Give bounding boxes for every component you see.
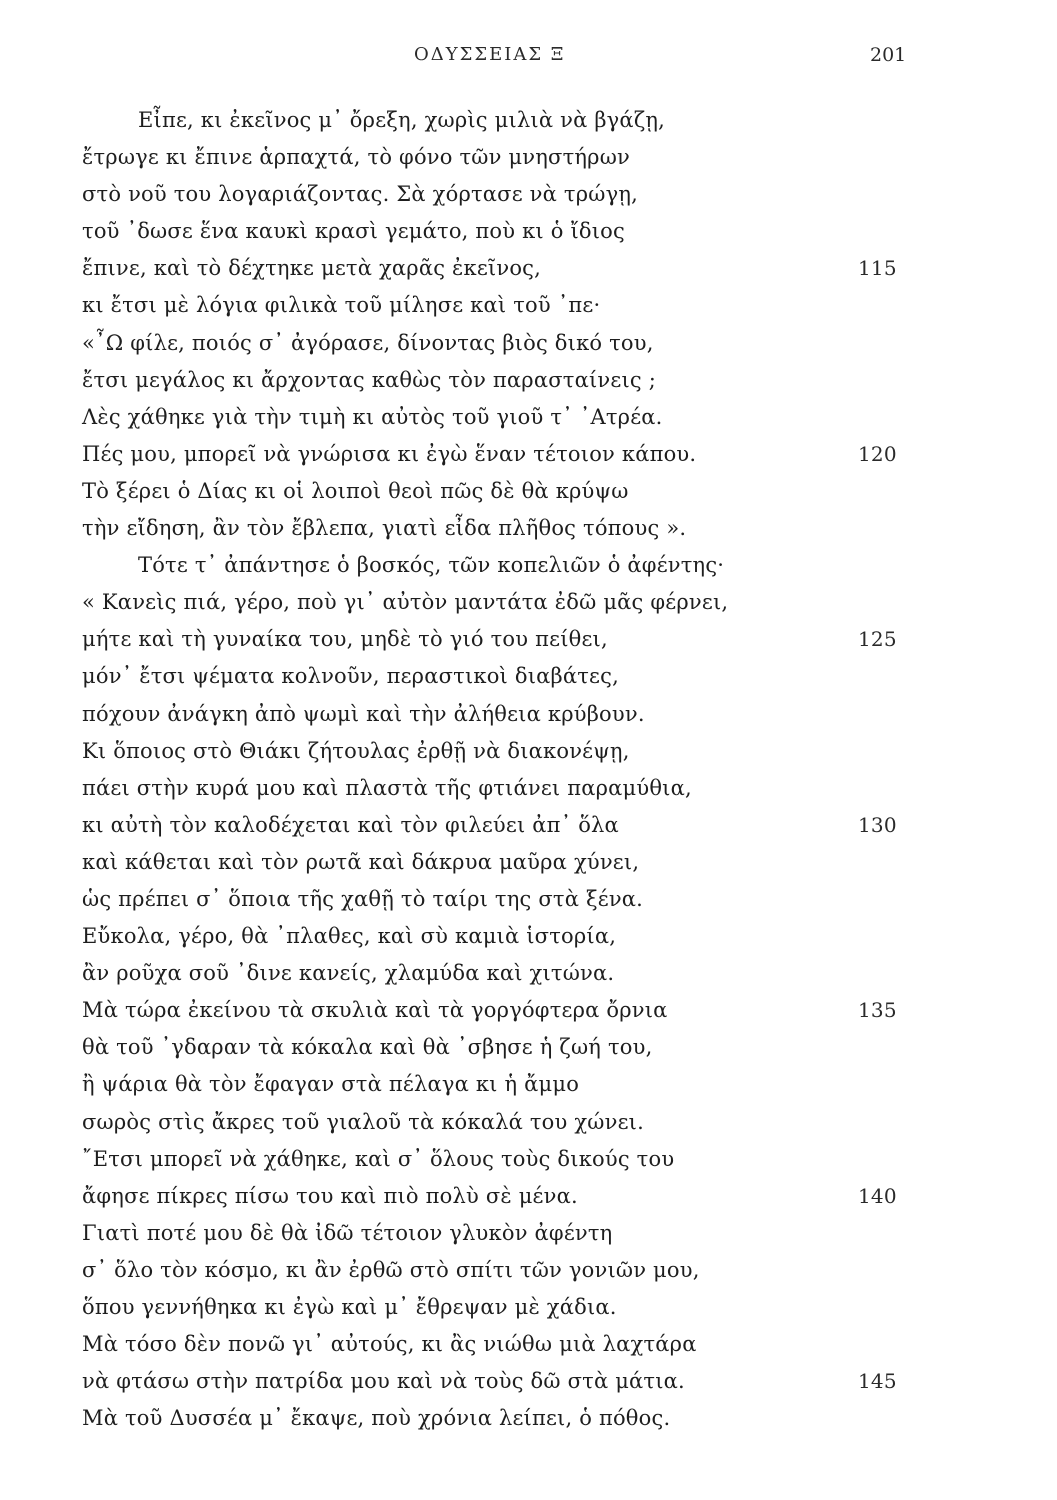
verse-text: τὴν εἴδηση, ἂν τὸν ἔβλεπα, γιατὶ εἶδα πλῆθος τόπους ». (82, 516, 687, 541)
line-number: 140 (858, 1183, 897, 1208)
verse-line (82, 1215, 942, 1252)
verse-text: ἂν ροῦχα σοῦ ᾽δινε κανείς, χλαμύδα καὶ χιτώνα. (82, 961, 615, 986)
verse-text: Τότε τ᾽ ἀπάντησε ὁ βοσκός, τῶν κοπελιῶν ὁ ἀφέντης· (138, 553, 725, 578)
verse-line (82, 696, 942, 733)
verse-line (82, 844, 942, 881)
verse-text: πάει στὴν κυρά μου καὶ πλαστὰ τῆς φτιάνει παραμύθια, (82, 775, 692, 800)
verse-line (82, 992, 942, 1029)
running-head (0, 44, 1057, 74)
verse-text: Μὰ τώρα ἐκείνου τὰ σκυλιὰ καὶ τὰ γοργόφτερα ὄρνια (82, 998, 668, 1023)
verse-text: σωρὸς στὶς ἄκρες τοῦ γιαλοῦ τὰ κόκαλά του χώνει. (82, 1109, 644, 1134)
verse-text: μήτε καὶ τὴ γυναίκα του, μηδὲ τὸ γιό του πείθει, (82, 627, 608, 652)
verse-line (82, 1289, 942, 1326)
verse-text: νὰ φτάσω στὴν πατρίδα μου καὶ νὰ τοὺς δῶ στὰ μάτια. (82, 1369, 685, 1394)
line-number: 145 (858, 1369, 897, 1394)
verse-line (82, 807, 942, 844)
verse-text: Τὸ ξέρει ὁ Δίας κι οἱ λοιποὶ θεοὶ πῶς δὲ θὰ κρύψω (82, 478, 629, 503)
page-number: 201 (870, 44, 907, 66)
verse-text: σ᾽ ὅλο τὸν κόσμο, κι ἂν ἐρθῶ στὸ σπίτι τῶν γονιῶν μου, (82, 1257, 700, 1282)
line-number: 115 (858, 256, 897, 281)
verse-line (82, 139, 942, 176)
verse-line (82, 102, 942, 139)
verse-text: Λὲς χάθηκε γιὰ τὴν τιμὴ κι αὐτὸς τοῦ γιοῦ τ᾽ ᾽Ατρέα. (82, 404, 663, 429)
verse-line (82, 621, 942, 658)
verse-text: τοῦ ᾽δωσε ἕνα καυκὶ κρασὶ γεμάτο, ποὺ κι ὁ ἴδιος (82, 219, 625, 244)
verse-line (82, 584, 942, 621)
verse-line (82, 881, 942, 918)
verse-text: Μὰ τοῦ Δυσσέα μ᾽ ἔκαψε, ποὺ χρόνια λείπει, ὁ πόθος. (82, 1406, 671, 1431)
verse-text: ὅπου γεννήθηκα κι ἐγὼ καὶ μ᾽ ἔθρεψαν μὲ χάδια. (82, 1295, 617, 1319)
line-number: 130 (858, 812, 897, 837)
verse-text: στὸ νοῦ του λογαριάζοντας. Σὰ χόρτασε νὰ τρώγῃ, (82, 182, 638, 207)
verse-text: Εὔκολα, γέρο, θὰ ᾽πλαθες, καὶ σὺ καμιὰ ἱστορία, (82, 924, 617, 949)
line-number: 135 (858, 998, 897, 1023)
verse-line (82, 1178, 942, 1215)
line-number: 120 (858, 441, 897, 466)
verse-line (82, 770, 942, 807)
verse-text: ὡς πρέπει σ᾽ ὅποια τῆς χαθῇ τὸ ταίρι της στὰ ξένα. (82, 886, 644, 911)
verse-text: Εἶπε, κι ἐκεῖνος μ᾽ ὄρεξη, χωρὶς μιλιὰ νὰ βγάζῃ, (138, 108, 666, 132)
verse-text: κι ἔτσι μὲ λόγια φιλικὰ τοῦ μίλησε καὶ τοῦ ᾽πε· (82, 293, 601, 318)
verse-text: κι αὐτὴ τὸν καλοδέχεται καὶ τὸν φιλεύει ἀπ᾽ ὅλα (82, 812, 619, 837)
verse-line (82, 1326, 942, 1363)
verse-line (82, 473, 942, 510)
verse-text: ἔτσι μεγάλος κι ἄρχοντας καθὼς τὸν παρασταίνεις ; (82, 367, 656, 392)
verse-text: θὰ τοῦ ᾽γδαραν τὰ κόκαλα καὶ θὰ ᾽σβησε ἡ ζωή του, (82, 1035, 653, 1060)
verse-line (82, 362, 942, 399)
verse-text: Γιατὶ ποτέ μου δὲ θὰ ἰδῶ τέτοιον γλυκὸν ἀφέντη (82, 1220, 613, 1245)
verse-text: ἢ ψάρια θὰ τὸν ἔφαγαν στὰ πέλαγα κι ἡ ἄμμο (82, 1072, 580, 1097)
verse-line (82, 325, 942, 362)
verse-text: ῎Ετσι μπορεῖ νὰ χάθηκε, καὶ σ᾽ ὅλους τοὺς δικούς του (82, 1146, 675, 1171)
verse-text: ἔπινε, καὶ τὸ δέχτηκε μετὰ χαρᾶς ἐκεῖνος, (82, 256, 542, 281)
verse-line (82, 213, 942, 250)
verse-text: Κι ὅποιος στὸ Θιάκι ζήτουλας ἐρθῇ νὰ διακονέψῃ, (82, 738, 630, 763)
verse-text: Πές μου, μπορεῖ νὰ γνώρισα κι ἐγὼ ἕναν τέτοιον κάπου. (82, 441, 697, 466)
verse-text: Μὰ τόσο δὲν πονῶ γι᾽ αὐτούς, κι ἂς νιώθω μιὰ λαχτάρα (82, 1332, 697, 1357)
verse-line (82, 658, 942, 695)
verse-line (82, 436, 942, 473)
verse-text: ἔτρωγε κι ἔπινε ἁρπαχτά, τὸ φόνο τῶν μνηστήρων (82, 145, 631, 170)
verse-text: πόχουν ἀνάγκη ἀπὸ ψωμὶ καὶ τὴν ἀλήθεια κρύβουν. (82, 701, 645, 726)
verse-text: «῏Ω φίλε, ποιός σ᾽ ἀγόρασε, δίνοντας βιὸς δικό του, (82, 330, 654, 355)
line-number: 125 (858, 627, 897, 652)
verse-line (82, 287, 942, 324)
verse-line (82, 955, 942, 992)
verse-line (82, 1141, 942, 1178)
poem-text (82, 102, 942, 1437)
verse-line (82, 176, 942, 213)
verse-line (82, 250, 942, 287)
verse-text: ἄφησε πίκρες πίσω του καὶ πιὸ πολὺ σὲ μένα. (82, 1183, 578, 1208)
verse-line (82, 1104, 942, 1141)
verse-line (82, 399, 942, 436)
verse-line (82, 1029, 942, 1066)
verse-line (82, 1066, 942, 1103)
verse-line (82, 1252, 942, 1289)
verse-text: « Κανεὶς πιά, γέρο, ποὺ γι᾽ αὐτὸν μαντάτα ἐδῶ μᾶς φέρνει, (82, 590, 729, 615)
verse-text: καὶ κάθεται καὶ τὸν ρωτᾶ καὶ δάκρυα μαῦρα χύνει, (82, 849, 640, 874)
verse-line (82, 733, 942, 770)
verse-line (82, 510, 942, 547)
verse-line (82, 547, 942, 584)
verse-line (82, 1363, 942, 1400)
running-title: ΟΔΥΣΣΕΙΑΣ Ξ (414, 44, 566, 65)
verse-line (82, 1400, 942, 1437)
verse-text: μόν᾽ ἔτσι ψέματα κολνοῦν, περαστικοὶ διαβάτες, (82, 664, 619, 689)
verse-line (82, 918, 942, 955)
